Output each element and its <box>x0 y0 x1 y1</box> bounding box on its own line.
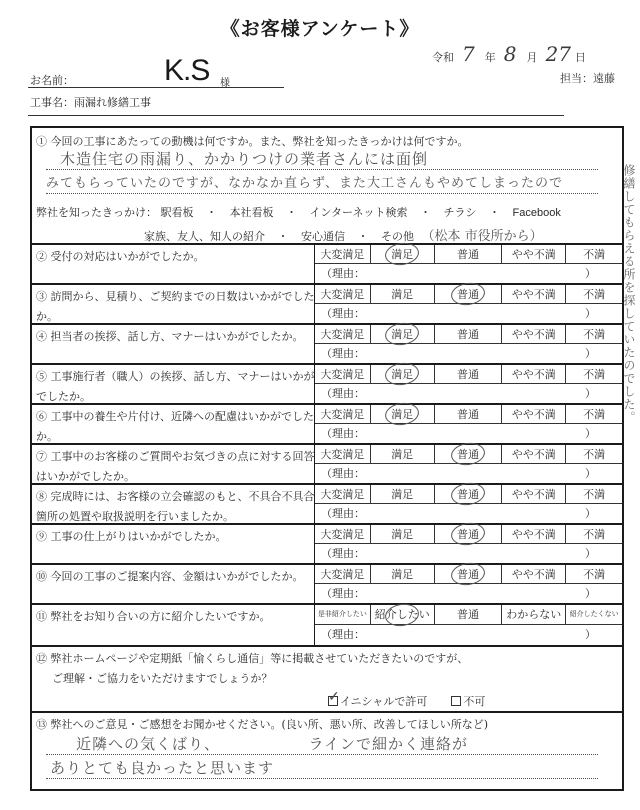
separator: ・ <box>420 206 432 219</box>
rating-group <box>314 325 622 363</box>
reason-close: ） <box>585 547 596 560</box>
question-1-answer-line-1[interactable]: 木造住宅の雨漏り、かかりつけの業者さんには面倒 <box>46 148 598 170</box>
source-options-row-2 <box>144 225 552 244</box>
reason-label: （理由： <box>321 628 365 641</box>
rating-option-neutral[interactable]: 普通 <box>435 245 503 263</box>
source-hq-sign[interactable]: 本社看板 <box>229 206 274 219</box>
rating-option-satisfied[interactable]: 満足 <box>371 525 435 543</box>
customer-name-row <box>28 54 284 89</box>
question-6-text: ⑥ 工事中の養生や片付け、近隣への配慮はいかがでしたか。 <box>36 410 315 443</box>
date <box>432 42 586 66</box>
rating-option-somewhat-dissatisfied[interactable]: やや不満 <box>502 565 566 583</box>
staff-in-charge: 担当：遠藤 <box>560 72 615 85</box>
question-2-text: ② 受付の対応はいかがでしたか。 <box>36 250 205 263</box>
question-13-answer-line-1[interactable]: 近隣への気くばり、 ラインで細かく連絡が <box>46 733 598 755</box>
rating-group <box>314 245 622 283</box>
permission-initials-option[interactable] <box>328 693 427 709</box>
rating-option-very-satisfied[interactable]: 大変満足 <box>315 445 371 463</box>
rating-option-dissatisfied[interactable]: 不満 <box>583 488 606 501</box>
date-month-label: 月 <box>526 51 538 64</box>
source-internet-search[interactable]: インターネット検索 <box>309 206 408 219</box>
reason-close: ） <box>585 587 596 600</box>
rating-option-neutral[interactable]: 普通 <box>435 445 503 463</box>
date-year[interactable]: 7 <box>462 42 475 66</box>
question-13 <box>32 713 622 789</box>
question-8 <box>32 485 622 525</box>
publish-permission-options <box>328 693 509 709</box>
date-day[interactable]: 27 <box>545 42 571 66</box>
source-other-answer[interactable]: （松本 市役所から） <box>421 229 543 244</box>
name-suffix: 様 <box>220 78 230 89</box>
question-8-text: ⑧ 完成時には、お客様の立会確認のもと、不具合不具合箇所の処置や取扱説明を行いましたか。 <box>36 490 315 523</box>
reason-field[interactable] <box>315 264 622 283</box>
survey-form <box>30 126 624 791</box>
rating-option-neutral[interactable]: 普通 <box>435 525 503 543</box>
reason-label: （理由： <box>321 427 365 440</box>
permission-deny-option[interactable] <box>451 693 485 709</box>
separator: ・ <box>286 206 297 219</box>
rating-option-satisfied[interactable]: 満足 <box>371 245 435 263</box>
reason-label: （理由： <box>321 547 365 560</box>
rating-option-satisfied[interactable]: 満足 <box>371 325 435 343</box>
reason-field[interactable] <box>315 424 622 443</box>
question-7-text: ⑦ 工事中のお客様のご質問やお気づきの点に対する回答はいかがでしたか。 <box>36 450 315 483</box>
question-13-text: ⑬ 弊社へのご意見・ご感想をお聞かせください。(良い所、悪い所、改善してほしい所など) <box>36 718 489 731</box>
reason-label: （理由： <box>321 347 365 360</box>
rating-group <box>314 285 622 323</box>
rating-option-satisfied[interactable]: 満足 <box>371 445 435 463</box>
rating-option-very-satisfied[interactable]: 大変満足 <box>315 485 371 503</box>
question-10-text: ⑩ 今回の工事のご提案内容、金額はいかがでしたか。 <box>36 570 304 583</box>
rating-option-neutral[interactable]: 普通 <box>435 365 503 383</box>
reason-field[interactable] <box>315 344 622 363</box>
reason-field[interactable] <box>315 504 622 523</box>
rating-option-satisfied[interactable]: 満足 <box>371 565 435 583</box>
permission-initials-label: イニシャルで許可 <box>340 695 428 708</box>
separator: ・ <box>489 206 501 219</box>
referral-option-neutral[interactable]: 普通 <box>435 605 503 624</box>
rating-group <box>314 525 622 563</box>
question-4-text: ④ 担当者の挨拶、話し方、マナーはいかがでしたか。 <box>36 330 304 343</box>
reason-close: ） <box>585 267 596 280</box>
reason-field[interactable] <box>315 304 622 323</box>
name-label: お名前： <box>30 74 74 87</box>
question-12 <box>32 647 622 713</box>
rating-option-dissatisfied[interactable]: 不満 <box>583 568 606 581</box>
rating-group <box>314 565 622 603</box>
rating-option-somewhat-dissatisfied[interactable]: やや不満 <box>502 245 566 263</box>
page-title: 《お客様アンケート》 <box>220 18 420 40</box>
rating-option-very-satisfied[interactable]: 大変満足 <box>315 565 371 583</box>
checkbox-checked-icon[interactable] <box>328 696 338 706</box>
question-12-text-2: ご理解・ご協力をいただけますでしょうか？ <box>52 672 273 685</box>
question-3 <box>32 285 622 325</box>
rating-option-dissatisfied[interactable]: 不満 <box>583 528 606 541</box>
rating-option-somewhat-dissatisfied[interactable]: やや不満 <box>502 325 566 343</box>
reason-label: （理由： <box>321 587 365 600</box>
rating-option-satisfied[interactable]: 満足 <box>371 405 435 423</box>
rating-option-very-satisfied[interactable]: 大変満足 <box>315 525 371 543</box>
separator: ・ <box>277 230 289 243</box>
reason-field[interactable] <box>315 584 622 603</box>
rating-option-satisfied[interactable]: 満足 <box>371 485 435 503</box>
reason-close: ） <box>585 507 596 520</box>
date-era: 令和 <box>432 51 454 64</box>
referral-option-would-not[interactable]: 紹介したくない <box>569 610 619 618</box>
rating-group <box>314 485 622 523</box>
separator: ・ <box>206 206 217 219</box>
source-station-sign[interactable]: 駅看板 <box>160 206 194 219</box>
date-year-label: 年 <box>484 51 496 64</box>
source-referral[interactable]: 家族、友人、知人の紹介 <box>144 230 265 243</box>
question-9-text: ⑨ 工事の仕上がりはいかがでしたか。 <box>36 530 227 543</box>
rating-option-satisfied[interactable]: 満足 <box>371 365 435 383</box>
source-label: 弊社を知ったきっかけ： <box>36 206 157 219</box>
referral-option-definitely[interactable]: 是非紹介したい <box>315 605 371 624</box>
rating-option-somewhat-dissatisfied[interactable]: やや不満 <box>502 485 566 503</box>
source-anshin-tsushin[interactable]: 安心通信 <box>301 230 345 243</box>
question-1-answer-line-2[interactable]: みてもらっていたのですが、なかなか直らず、また大工さんもやめてしまったので <box>46 172 598 194</box>
rating-option-neutral[interactable]: 普通 <box>435 565 503 583</box>
reason-label: （理由： <box>321 467 365 480</box>
question-12-text: ⑫ 弊社ホームページや定期紙「愉くらし通信」等に掲載させていただきたいのですが、 <box>36 652 469 665</box>
reason-field[interactable] <box>315 625 622 645</box>
separator: ・ <box>357 230 369 243</box>
rating-option-dissatisfied[interactable]: 不満 <box>583 288 606 301</box>
rating-option-neutral[interactable]: 普通 <box>435 325 503 343</box>
checkbox-icon[interactable] <box>451 696 461 706</box>
rating-option-satisfied[interactable]: 満足 <box>371 285 435 303</box>
question-4 <box>32 325 622 365</box>
rating-option-very-satisfied[interactable]: 大変満足 <box>315 245 371 263</box>
question-5 <box>32 365 622 405</box>
reason-label: （理由： <box>321 387 365 400</box>
question-1-text: ① 今回の工事にあたっての動機は何ですか。また、弊社を知ったきっかけは何ですか。 <box>36 135 469 148</box>
date-month[interactable]: 8 <box>503 42 517 66</box>
question-1 <box>32 128 622 245</box>
source-other[interactable]: その他 <box>381 230 414 243</box>
reason-field[interactable] <box>315 384 622 403</box>
rating-option-somewhat-dissatisfied[interactable]: やや不満 <box>502 365 566 383</box>
rating-option-very-satisfied[interactable]: 大変満足 <box>315 405 371 423</box>
reason-label: （理由： <box>321 507 365 520</box>
reason-label: （理由： <box>321 307 365 320</box>
reason-label: （理由： <box>321 267 365 280</box>
rating-option-neutral[interactable]: 普通 <box>435 405 503 423</box>
rating-option-neutral[interactable]: 普通 <box>435 485 503 503</box>
question-2 <box>32 245 622 285</box>
customer-name-field[interactable]: K.S <box>164 54 210 87</box>
rating-option-dissatisfied[interactable]: 不満 <box>583 368 606 381</box>
rating-group <box>314 445 622 483</box>
question-5-text: ⑤ 工事施行者（職人）の挨拶、話し方、マナーはいかがでしたか。 <box>36 370 315 403</box>
reason-close: ） <box>585 307 596 320</box>
question-9 <box>32 525 622 565</box>
rating-option-dissatisfied[interactable]: 不満 <box>583 248 606 261</box>
rating-option-very-satisfied[interactable]: 大変満足 <box>315 285 371 303</box>
rating-option-somewhat-dissatisfied[interactable]: やや不満 <box>502 405 566 423</box>
reason-close: ） <box>585 467 596 480</box>
referral-option-would-refer[interactable]: 紹介したい <box>371 605 435 624</box>
rating-option-very-satisfied[interactable]: 大変満足 <box>315 325 371 343</box>
reason-close: ） <box>585 387 596 400</box>
rating-option-dissatisfied[interactable]: 不満 <box>583 408 606 421</box>
reason-field[interactable] <box>315 544 622 563</box>
source-facebook[interactable]: Facebook <box>512 207 561 219</box>
reason-close: ） <box>585 628 596 641</box>
source-flyer[interactable]: チラシ <box>443 206 477 219</box>
rating-group <box>314 365 622 403</box>
rating-group <box>314 405 622 443</box>
project-name: 工事名：雨漏れ修繕工事 <box>28 94 564 116</box>
permission-deny-label: 不可 <box>463 695 486 708</box>
question-7 <box>32 445 622 485</box>
question-11 <box>32 605 622 647</box>
rating-option-somewhat-dissatisfied[interactable]: やや不満 <box>502 445 566 463</box>
rating-option-somewhat-dissatisfied[interactable]: やや不満 <box>502 285 566 303</box>
reason-close: ） <box>585 347 596 360</box>
margin-handwritten-note: 修繕してもらえる所を探していたのでした。 <box>622 164 636 424</box>
reason-field[interactable] <box>315 464 622 483</box>
question-3-text: ③ 訪問から、見積り、ご契約までの日数はいかがでしたか。 <box>36 290 315 323</box>
question-10 <box>32 565 622 605</box>
referral-rating-group <box>314 605 622 645</box>
date-day-label: 日 <box>574 51 586 64</box>
rating-option-somewhat-dissatisfied[interactable]: やや不満 <box>502 525 566 543</box>
rating-option-neutral[interactable]: 普通 <box>435 285 503 303</box>
referral-option-unsure[interactable]: わからない <box>502 605 566 624</box>
reason-close: ） <box>585 427 596 440</box>
question-11-text: ⑪ 弊社をお知り合いの方に紹介したいですか。 <box>36 610 271 623</box>
question-6 <box>32 405 622 445</box>
rating-option-very-satisfied[interactable]: 大変満足 <box>315 365 371 383</box>
rating-option-dissatisfied[interactable]: 不満 <box>583 328 606 341</box>
source-options-row-1 <box>36 204 570 220</box>
rating-option-dissatisfied[interactable]: 不満 <box>583 448 606 461</box>
question-13-answer-line-2[interactable]: ありとても良かったと思います <box>46 757 598 779</box>
